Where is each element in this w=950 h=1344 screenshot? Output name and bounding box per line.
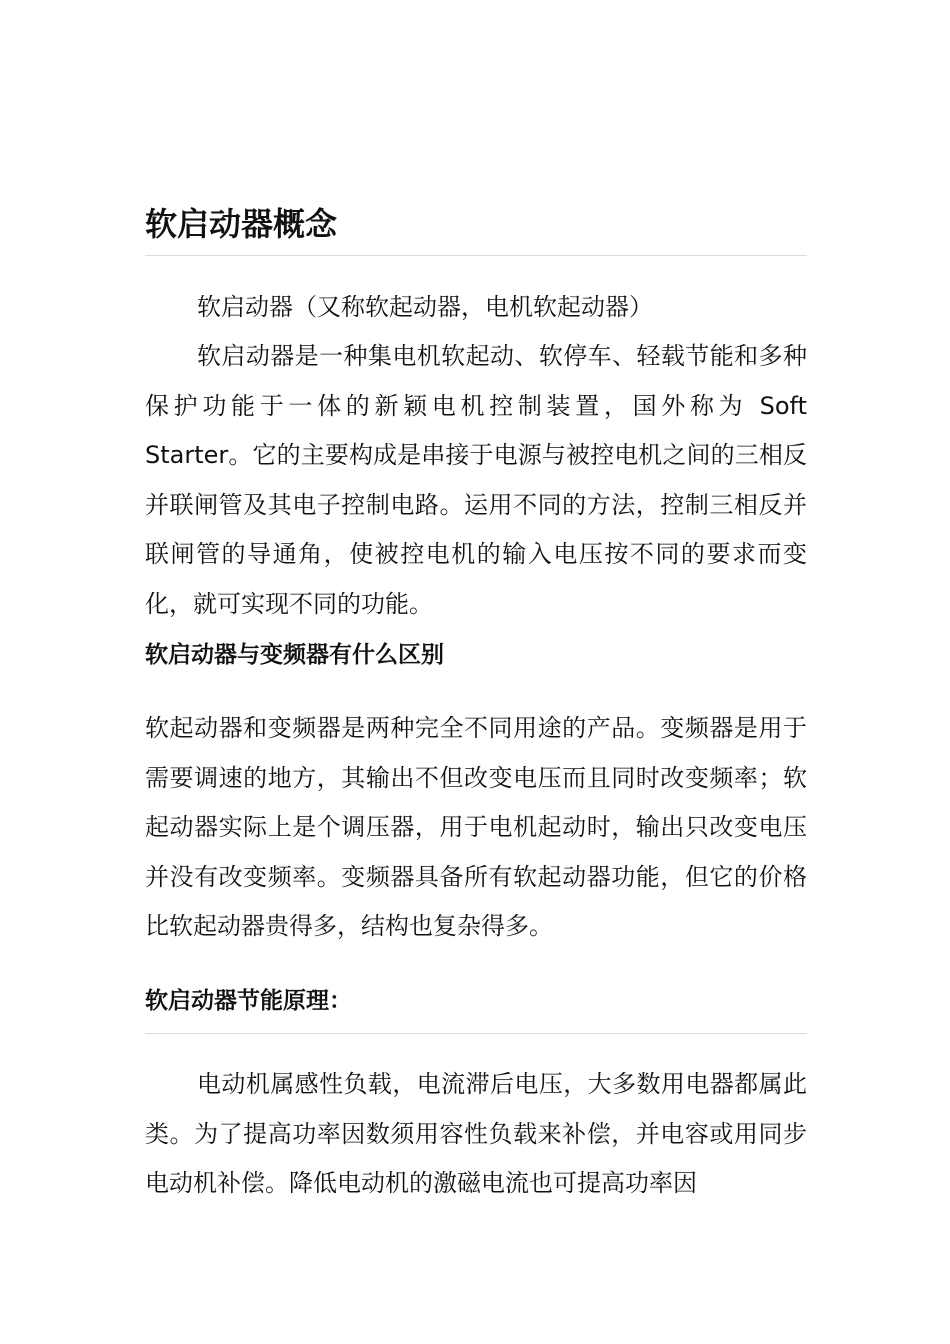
difference-paragraph: 软起动器和变频器是两种完全不同用途的产品。变频器是用于需要调速的地方，其输出不但改变电压而且同时改变频率；软起动器实际上是个调压器，用于电机起动时，输出只改变电压并没有改变频率。变频器具备所有软起动器功能，但它的价格比软起动器贵得多，结构也复杂得多。 [145, 714, 807, 940]
section-heading-energy-saving: 软启动器节能原理： [145, 988, 352, 1014]
energy-saving-paragraph: 电动机属感性负载，电流滞后电压，大多数用电器都属此类。为了提高功率因数须用容性负载来补偿，并电容或用同步电动机补偿。降低电动机的激磁电流也可提高功率因 [145, 1070, 807, 1197]
alias-paragraph: 软启动器（又称软起动器，电机软起动器） [197, 293, 653, 321]
page-title: 软启动器概念 [145, 205, 338, 243]
section-divider [145, 1033, 807, 1034]
intro-paragraph: 软启动器是一种集电机软起动、软停车、轻载节能和多种保护功能于一体的新颖电机控制装置，国外称为 Soft Starter。它的主要构成是串接于电源与被控电机之间的三相反并联闸管及其电子控制电路。运用不同的方法，控制三相反并联闸管的导通角，使被控电机的输入电压按不同的要求而变化，就可实现不同的功能。 [145, 342, 807, 618]
section-heading-difference: 软启动器与变频器有什么区别 [145, 642, 444, 668]
title-divider [145, 255, 807, 256]
